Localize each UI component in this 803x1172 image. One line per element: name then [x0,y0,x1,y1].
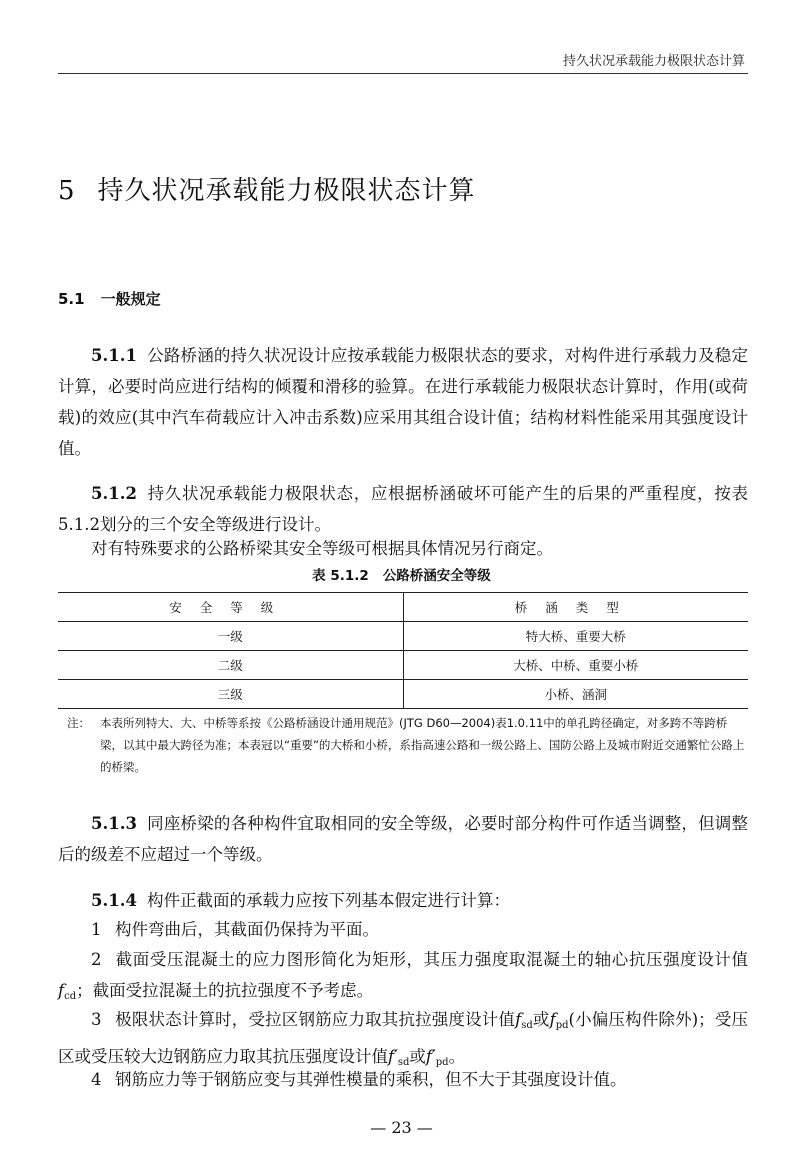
section-title [58,288,161,309]
table-note-label: 注： [67,716,90,730]
list-item-text: ；截面受拉混凝土的抗拉强度不予考虑。 [76,981,374,1000]
symbol-f: f [58,981,65,1000]
table-cell: 大桥、中桥、重要小桥 [513,658,639,673]
table-header-cell: 桥涵类型 [514,600,637,615]
clause-5-1-4 [58,885,748,916]
table-header-row [58,593,748,622]
clause-text: 同座桥梁的各种构件宜取相同的安全等级，必要时部分构件可作适当调整，但调整后的级差不应超过一个等级。 [58,814,748,864]
subscript: pd [555,1020,569,1031]
page-number: — 23 — [370,1118,433,1137]
list-item-number: 1 [91,920,102,939]
subscript: pd [435,1057,449,1068]
running-header: 持久状况承载能力极限状态计算 [562,54,745,69]
clause-5-1-1 [58,340,748,464]
symbol-f: f [549,1010,556,1029]
list-item [58,914,748,945]
table-note-text: 本表所列特大、大、中桥等系按《公路桥涵设计通用规范》(JTG D60—2004)表1.0.11中的单孔跨径确定，对多跨不等跨桥梁，以其中最大跨径为准；本表冠以“重要”的大桥和小桥，系指高速公路和一级公路上、国防公路上及城市附近交通繁忙公路上的桥梁。 [100,716,745,774]
conjunction: 或 [532,1010,550,1029]
table-cell: 一级 [58,622,403,651]
clause-text: 持久状况承载能力极限状态，应根据桥涵破坏可能产生的后果的严重程度，按表5.1.2划分的三个安全等级进行设计。 [58,484,748,534]
subscript: sd [397,1057,410,1068]
chapter-number: 5 [58,176,76,206]
conjunction: 或 [409,1047,426,1066]
clause-5-1-2-para2 [58,533,748,564]
safety-grade-table [58,592,748,709]
section-title-text: 一般规定 [100,290,161,308]
list-item-text: 构件弯曲后，其截面仍保持为平面。 [115,920,379,939]
header-rule [58,73,748,74]
table-row [58,680,748,709]
symbol-f-prime: f′ [388,1047,398,1066]
symbol-f-prime: f′ [425,1047,436,1066]
clause-text: 公路桥涵的持久状况设计应按承载能力极限状态的要求，对构件进行承载力及稳定计算，必要时尚应进行结构的倾覆和滑移的验算。在进行承载能力极限状态计算时，作用(或荷载)的效应(其中汽车荷载应计入冲击系数)应采用其组合设计值；结构材料性能采用其强度设计值。 [58,346,748,458]
list-item-number: 3 [91,1010,102,1029]
clause-5-1-2 [58,478,748,540]
table-caption [0,564,803,584]
symbol-f: f [515,1010,522,1029]
table-cell: 特大桥、重要大桥 [525,629,626,644]
chapter-title-text: 持久状况承载能力极限状态计算 [97,176,476,206]
table-cell: 三级 [58,680,403,709]
table-cell: 小桥、涵洞 [544,687,607,702]
table-note [67,712,747,778]
chapter-title [58,170,476,207]
subscript: sd [521,1020,533,1031]
list-item-number: 4 [91,1070,102,1089]
list-item-number: 2 [91,950,102,969]
table-cell: 二级 [58,651,403,680]
list-item-text: 极限状态计算时，受拉区钢筋应力取其抗拉强度设计值 [115,1010,516,1029]
list-item-text: 钢筋应力等于钢筋应变与其弹性模量的乘积，但不大于其强度设计值。 [115,1070,627,1089]
list-item-text: (小偏压构件除外)；受压区或受压较大边钢筋应力取其抗压强度设计值 [58,1010,749,1066]
list-item [58,944,748,1012]
table-row [58,651,748,680]
clause-number: 5.1.4 [91,891,137,910]
table-row [58,622,748,651]
subscript: cd [64,991,77,1002]
list-item-text: 截面受压混凝土的应力图形简化为矩形，其压力强度取混凝土的轴心抗压强度设计值 [115,950,748,969]
clause-number: 5.1.2 [91,484,137,503]
clause-number: 5.1.3 [91,814,137,833]
list-item-text: 。 [448,1047,466,1066]
clause-5-1-3 [58,808,748,870]
section-number: 5.1 [58,290,85,308]
table-header-cell: 安全等级 [58,593,403,622]
clause-text: 构件正截面的承载力应按下列基本假定进行计算： [146,891,510,910]
clause-number: 5.1.1 [91,346,137,365]
clause-text: 对有特殊要求的公路桥梁其安全等级可根据具体情况另行商定。 [91,539,553,558]
table-caption-number: 表 5.1.2 [312,568,369,584]
list-item [58,1064,748,1095]
table-caption-title: 公路桥涵安全等级 [382,568,491,584]
